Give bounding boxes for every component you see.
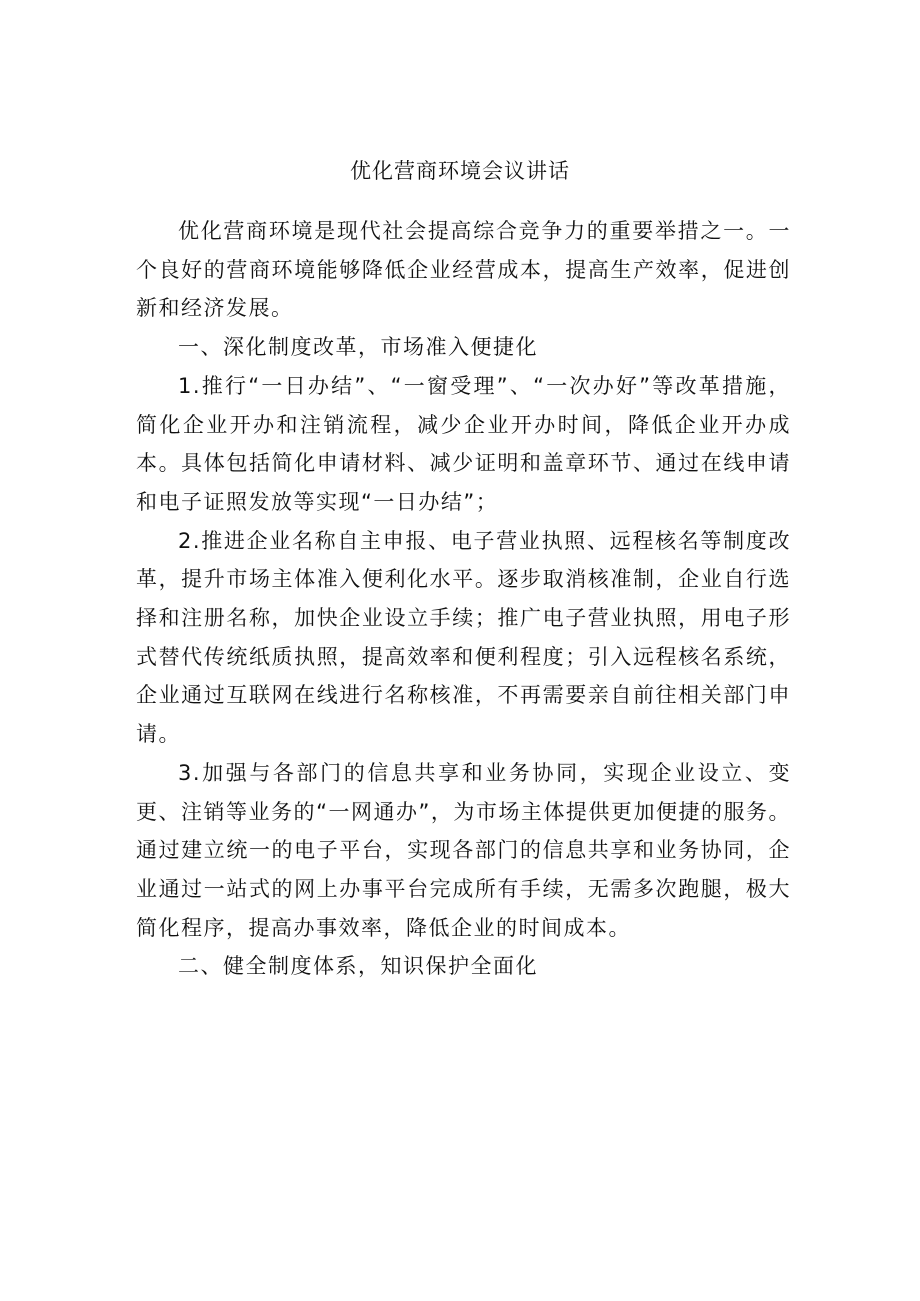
- list-item-3: 3.加强与各部门的信息共享和业务协同，实现企业设立、变更、注销等业务的“一网通办”，为市场主体提供更加便捷的服务。通过建立统一的电子平台，实现各部门的信息共享和业务协同，企业通过一站式的网上办事平台完成所有手续，无需多次跑腿，极大简化程序，提高办事效率，降低企业的时间成本。: [136, 760, 791, 940]
- list-item-2: 2.推进企业名称自主申报、电子营业执照、远程核名等制度改革，提升市场主体准入便利化水平。逐步取消核准制，企业自行选择和注册名称，加快企业设立手续；推广电子营业执照，用电子形式替代传统纸质执照，提高效率和便利程度；引入远程核名系统，企业通过互联网在线进行名称核准，不再需要亲自前往相关部门申请。: [136, 528, 791, 747]
- section-heading-1: 一、深化制度改革，市场准入便捷化: [178, 335, 538, 360]
- section-heading-2: 二、健全制度体系，知识保护全面化: [178, 954, 538, 979]
- document-title: 优化营商环境会议讲话: [350, 159, 570, 183]
- document-body: [136, 212, 791, 986]
- list-item-1: 1.推行“一日办结”、“一窗受理”、“一次办好”等改革措施，简化企业开办和注销流程，减少企业开办时间，降低企业开办成本。具体包括简化申请材料、减少证明和盖章环节、通过在线申请和电子证照发放等实现“一日办结”；: [136, 373, 791, 514]
- intro-paragraph: 优化营商环境是现代社会提高综合竞争力的重要举措之一。一个良好的营商环境能够降低企业经营成本，提高生产效率，促进创新和经济发展。: [136, 219, 791, 321]
